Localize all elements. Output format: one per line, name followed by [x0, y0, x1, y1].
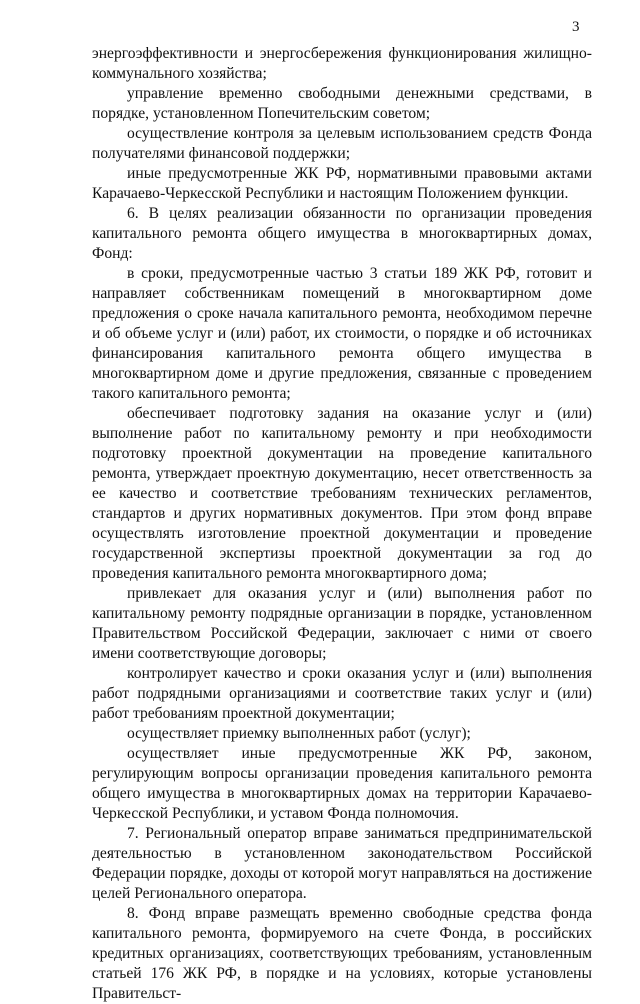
paragraph: осуществляет приемку выполненных работ (услуг);	[127, 725, 471, 742]
paragraph: обеспечивает подготовку задания на оказание услуг и (или) выполнение работ по капитальному ремонту и при необходимости подготовку проектной документации на проведение капитального ремонта, утверждает проектную документацию, несет ответственность за ее качество и соответствие требованиям технических регламентов, стандартов и других нормативных документов. При этом фонд вправе осуществлять изготовление проектной документации и проведение государственной экспертизы проектной документации за год до проведения капитального ремонта многоквартирного дома;	[92, 405, 592, 582]
paragraph: привлекает для оказания услуг и (или) выполнения работ по капитальному ремонту подрядные организации в порядке, установленном Правительством Российской Федерации, заключает с ними от своего имени соответствующие договоры;	[92, 585, 592, 662]
paragraph: 6. В целях реализации обязанности по организации проведения капитального ремонта общего имущества в многоквартирных домах, Фонд:	[92, 205, 592, 262]
paragraph: в сроки, предусмотренные частью 3 статьи 189 ЖК РФ, готовит и направляет собственникам помещений в многоквартирном доме предложения о сроке начала капитального ремонта, необходимом перечне и об объеме услуг и (или) работ, их стоимости, о порядке и об источниках финансирования капитального ремонта общего имущества в многоквартирном доме и другие предложения, связанные с проведением такого капитального ремонта;	[92, 265, 592, 402]
paragraph: осуществление контроля за целевым использованием средств Фонда получателями финансовой поддержки;	[92, 125, 592, 162]
paragraph: энергоэффективности и энергосбережения функционирования жилищно-коммунального хозяйства;	[92, 45, 592, 82]
paragraph: управление временно свободными денежными средствами, в порядке, установленном Попечительским советом;	[92, 85, 592, 122]
page-number: 3	[572, 19, 580, 35]
paragraph: осуществляет иные предусмотренные ЖК РФ, законом, регулирующим вопросы организации проведения капитального ремонта общего имущества в многоквартирных домах на территории Карачаево-Черкесской Республики, и уставом Фонда полномочия.	[92, 745, 592, 822]
paragraph: 7. Региональный оператор вправе заниматься предпринимательской деятельностью в установленном законодательством Российской Федерации порядке, доходы от которой могут направляться на достижение целей Регионального оператора.	[92, 825, 592, 902]
paragraph: иные предусмотренные ЖК РФ, нормативными правовыми актами Карачаево-Черкесской Республики и настоящим Положением функции.	[92, 165, 592, 202]
paragraph: 8. Фонд вправе размещать временно свободные средства фонда капитального ремонта, формируемого на счете Фонда, в российских кредитных организациях, соответствующих требованиям, установленным статьей 176 ЖК РФ, в порядке и на условиях, которые установлены Правительст-	[92, 905, 592, 1002]
document-body	[92, 44, 592, 1004]
paragraph: контролирует качество и сроки оказания услуг и (или) выполнения работ подрядными организациями и соответствие таких услуг и (или) работ требованиям проектной документации;	[92, 665, 592, 722]
